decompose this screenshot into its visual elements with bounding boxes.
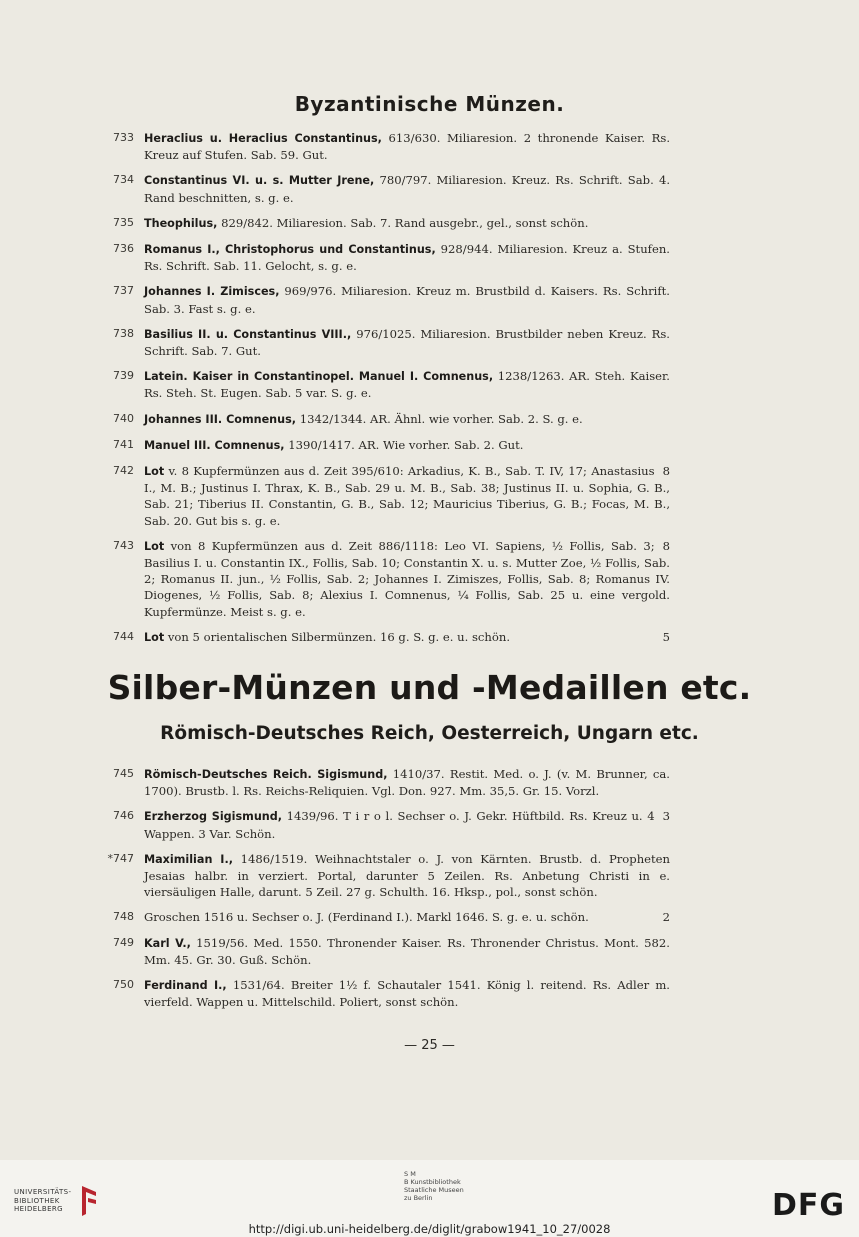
lot-number: 748	[113, 910, 134, 924]
lot-number: 742	[113, 464, 134, 478]
lot-description: v. 8 Kupfermünzen aus d. Zeit 395/610: Arkadius, K. B., Sab. T. IV, 17; Anastasius I., M. B.; Justinus I. Thrax, K. B., Sab. 29 u. M. B., Sab. 38; Justinus II. u. Sophia, G. B., Sab. 21; Tiberius II. Constantin, G. B., Sab. 12; Mauricius Tiberius, G. B.; Focas, M. B., Sab. 20. Gut bis s. g. e.	[144, 464, 670, 528]
lot-name: Johannes I. Zimisces,	[144, 285, 280, 299]
lot-name: Johannes III. Comnenus,	[144, 412, 297, 426]
lot-price: 2	[662, 910, 670, 925]
catalog-entry	[104, 437, 670, 454]
catalog-entry	[104, 538, 670, 620]
lot-number: 735	[113, 215, 134, 229]
lot-description: 1342/1344. AR. Ähnl. wie vorher. Sab. 2. S. g. e.	[296, 411, 583, 426]
catalog-entry	[104, 851, 670, 901]
catalog-entry	[104, 411, 670, 428]
catalog-entry	[104, 977, 670, 1010]
catalog-entry	[104, 283, 670, 316]
page-number: — 25 —	[404, 1038, 455, 1053]
catalog-entry	[104, 130, 670, 163]
lot-number: 739	[113, 369, 134, 383]
lot-name: Theophilus,	[144, 216, 218, 230]
lot-name: Karl V.,	[144, 936, 191, 950]
lot-name: Römisch-Deutsches Reich. Sigismund,	[144, 768, 388, 781]
section-subtitle: Römisch-Deutsches Reich, Oesterreich, Ungarn etc.	[160, 723, 699, 744]
lot-description: 829/842. Miliaresion. Sab. 7. Rand ausgebr., gel., sonst schön.	[217, 215, 589, 230]
lot-name: Lot	[144, 465, 165, 479]
lot-description: 928/944. Miliaresion. Kreuz a. Stufen. Rs. Schrift. Sab. 11. Gelocht, s. g. e.	[144, 242, 670, 274]
section-title-silver: Silber-Münzen und -Medaillen etc.	[107, 668, 752, 707]
source-url-link[interactable]: http://digi.ub.uni-heidelberg.de/diglit/grabow1941_10_27/0028	[248, 1222, 611, 1236]
lot-description: 613/630. Miliaresion. 2 thronende Kaiser. Rs. Kreuz auf Stufen. Sab. 59. Gut.	[144, 131, 671, 163]
catalog-entry	[104, 368, 670, 401]
catalog-entry	[104, 909, 670, 925]
lot-name: Latein. Kaiser in Constantinopel. Manuel I. Comnenus,	[144, 370, 494, 384]
lot-number: 738	[113, 326, 134, 340]
lot-price: 8	[662, 538, 670, 553]
lot-number: 749	[113, 935, 134, 949]
catalog-entry	[104, 241, 670, 274]
lot-number: 745	[113, 767, 134, 780]
lot-description: 1238/1263. AR. Steh. Kaiser. Rs. Steh. St. Eugen. Sab. 5 var. S. g. e.	[144, 369, 670, 401]
lot-description: 1439/96. T i r o l. Sechser o. J. Gekr. Hüftbild. Rs. Kreuz u. 4 Wappen. 3 Var. Schön.	[144, 809, 655, 841]
lot-description: 1519/56. Med. 1550. Thronender Kaiser. Rs. Thronender Christus. Mont. 582. Mm. 45. Gr. 30. Guß. Schön.	[144, 935, 670, 967]
lot-description: 1410/37. Restit. Med. o. J. (v. M. Brunner, ca. 1700). Brustb. l. Rs. Reichs-Reliquien. Vgl. Don. 927. Mm. 35,5. Gr. 15. Vorzl.	[144, 767, 670, 799]
lot-name: Lot	[144, 630, 165, 644]
lot-name: Erzherzog Sigismund,	[144, 810, 283, 824]
catalog-entry	[104, 463, 670, 529]
lot-number: 737	[113, 284, 134, 298]
lot-number: 740	[113, 411, 134, 425]
lot-name: Romanus I., Christophorus und Constantinus,	[144, 243, 436, 257]
lot-name: Heraclius u. Heraclius Constantinus,	[144, 132, 382, 145]
lot-description: 1531/64. Breiter 1½ f. Schautaler 1541. König l. reitend. Rs. Adler m. vierfeld. Wappen u. Mittelschild. Poliert, sonst schön.	[144, 978, 670, 1010]
lot-description: 1390/1417. AR. Wie vorher. Sab. 2. Gut.	[284, 437, 524, 452]
lot-number: 746	[113, 809, 134, 823]
catalog-entry	[104, 326, 670, 359]
lot-number: 743	[113, 538, 134, 552]
catalog-entry	[104, 215, 670, 232]
dfg-logo[interactable]: DFG	[771, 1188, 845, 1223]
catalog-entry	[104, 172, 670, 205]
lot-description: Groschen 1516 u. Sechser o. J. (Ferdinand I.). Markl 1646. S. g. e. u. schön.	[144, 910, 589, 925]
catalog-entry	[104, 629, 670, 646]
museum-label: S M B Kunstbibliothek Staatliche Museen zu Berlin	[404, 1170, 464, 1202]
lot-name: Constantinus VI. u. s. Mutter Jrene,	[144, 174, 375, 188]
lot-name: Lot	[144, 539, 165, 553]
lot-number: 741	[113, 437, 134, 451]
lot-price: 8	[662, 464, 670, 479]
lot-number: 733	[113, 131, 134, 144]
lot-name: Manuel III. Comnenus,	[144, 438, 285, 452]
entry-list-silver	[104, 766, 670, 1019]
lot-number: 750	[113, 978, 134, 992]
lot-name: Ferdinand I.,	[144, 979, 227, 993]
lot-price: 3	[662, 809, 670, 824]
lot-number: 734	[113, 173, 134, 187]
lot-name: Maximilian I.,	[144, 852, 233, 866]
lot-name: Basilius II. u. Constantinus VIII.,	[144, 327, 352, 341]
catalog-entry	[104, 766, 670, 799]
university-logo-icon	[78, 1184, 100, 1218]
catalog-entry	[104, 808, 670, 841]
lot-description: 780/797. Miliaresion. Kreuz. Rs. Schrift. Sab. 4. Rand beschnitten, s. g. e.	[144, 173, 671, 205]
university-library-label[interactable]: UNIVERSITÄTS- BIBLIOTHEK HEIDELBERG	[14, 1188, 72, 1213]
lot-description: von 8 Kupfermünzen aus d. Zeit 886/1118: Leo VI. Sapiens, ½ Follis, Sab. 3; Basilius I. u. Constantin IX., Follis, Sab. 10; Constantin X. u. s. Mutter Zoe, ½ Follis, Sab. 2; Romanus II. jun., ½ Follis, Sab. 2; Johannes I. Zimiszes, Follis, Sab. 8; Romanus IV. Diogenes, ½ Follis, Sab. 8; Alexius I. Comnenus, ¼ Follis, Sab. 25 u. eine vergold. Kupfermünze. Meist s. g. e.	[144, 538, 670, 619]
lot-description: 976/1025. Miliaresion. Brustbilder neben Kreuz. Rs. Schrift. Sab. 7. Gut.	[144, 326, 670, 359]
section-heading-byzantine: Byzantinische Münzen.	[294, 92, 565, 116]
catalog-entry	[104, 935, 670, 968]
lot-description: 1486/1519. Weihnachtstaler o. J. von Kärnten. Brustb. d. Propheten Jesaias halbr. in verziert. Portal, darunter 5 Zeilen. Rs. Anbetung Christi in e. viersäuligen Halle, darunt. 5 Zeil. 27 g. Schulth. 16. Hksp., pol., sonst schön.	[144, 851, 671, 900]
lot-description: 969/976. Miliaresion. Kreuz m. Brustbild d. Kaisers. Rs. Schrift. Sab. 3. Fast s. g. e.	[144, 284, 670, 316]
entry-list-byzantine	[104, 130, 670, 655]
lot-number: 744	[113, 629, 134, 643]
lot-description: von 5 orientalischen Silbermünzen. 16 g. S. g. e. u. schön.	[164, 629, 511, 644]
lot-number: 736	[113, 242, 134, 256]
lot-price: 5	[662, 629, 670, 644]
lot-number: *747	[107, 851, 134, 865]
